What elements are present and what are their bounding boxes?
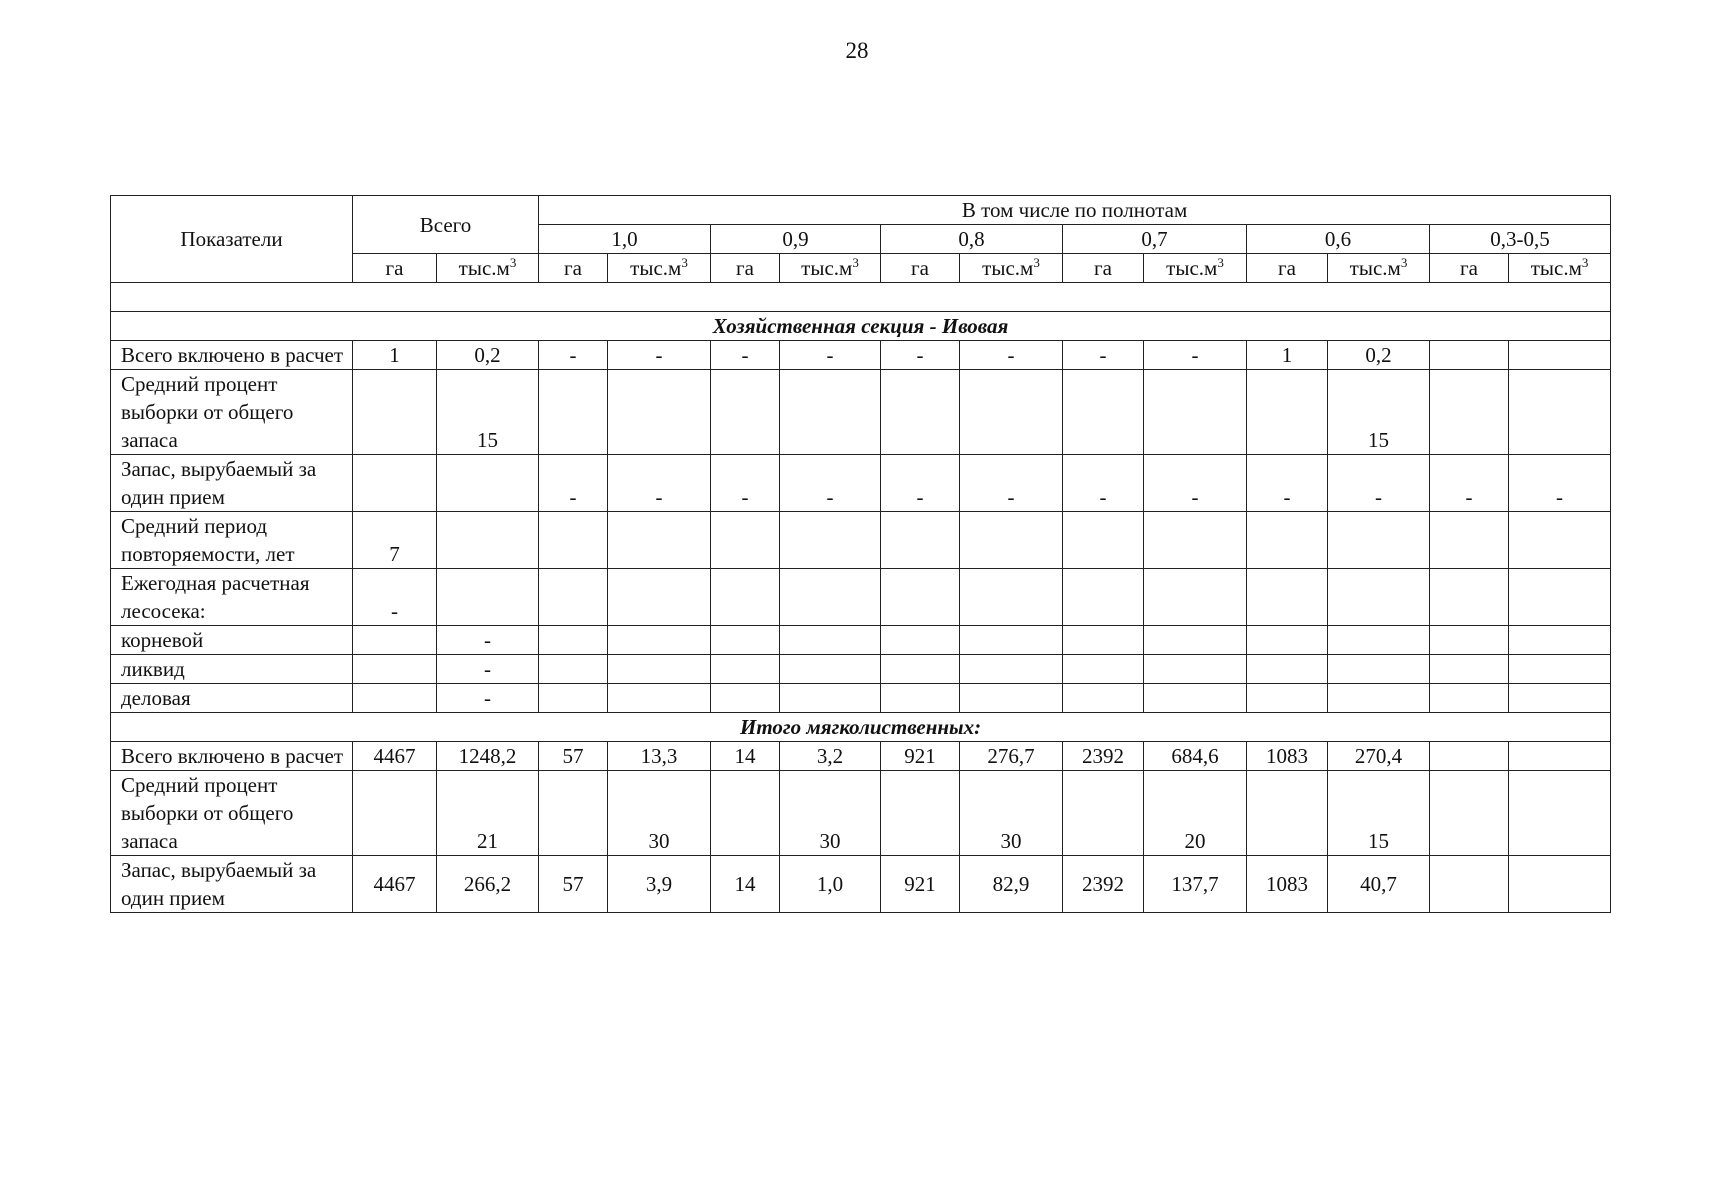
header-unit-volume-exponent: 3 <box>681 255 688 270</box>
table-cell: 0,2 <box>1328 341 1430 370</box>
table-cell: - <box>608 455 711 512</box>
section-title: Хозяйственная секция - Ивовая <box>111 312 1611 341</box>
table-cell: 684,6 <box>1144 742 1247 771</box>
header-unit-ha: га <box>711 254 780 283</box>
table-cell: - <box>608 341 711 370</box>
table-cell: 14 <box>711 742 780 771</box>
table-cell: 20 <box>1144 771 1247 856</box>
header-unit-volume <box>608 254 711 283</box>
table-cell <box>608 512 711 569</box>
table-row <box>111 455 1611 512</box>
table-cell <box>1430 742 1509 771</box>
row-label: Запас, вырубаемый за один прием <box>111 856 353 913</box>
header-indicators: Показатели <box>111 196 353 283</box>
page-number: 28 <box>845 38 869 63</box>
header-unit-volume-base: тыс.м <box>982 256 1034 280</box>
table-cell <box>437 569 539 626</box>
header-unit-volume-base: тыс.м <box>801 256 853 280</box>
forest-calculation-table <box>110 195 1611 913</box>
row-label: Всего включено в расчет <box>111 341 353 370</box>
table-cell <box>1144 569 1247 626</box>
section-heading-row <box>111 713 1611 742</box>
table-cell: - <box>1247 455 1328 512</box>
table-cell <box>711 771 780 856</box>
table-cell <box>353 655 437 684</box>
table-cell <box>960 655 1063 684</box>
table-cell: - <box>1509 455 1611 512</box>
header-unit-volume <box>1144 254 1247 283</box>
table-cell: 270,4 <box>1328 742 1430 771</box>
row-label: корневой <box>111 626 353 655</box>
table-cell: 15 <box>1328 771 1430 856</box>
header-unit-volume-exponent: 3 <box>1217 255 1224 270</box>
table-row <box>111 684 1611 713</box>
table-cell: - <box>881 341 960 370</box>
table-cell: - <box>353 569 437 626</box>
table-cell: 15 <box>437 370 539 455</box>
table-cell <box>1509 341 1611 370</box>
table-cell <box>1509 771 1611 856</box>
table-cell <box>353 684 437 713</box>
table-row <box>111 742 1611 771</box>
table-cell: 4467 <box>353 856 437 913</box>
row-label: деловая <box>111 684 353 713</box>
table-cell <box>881 626 960 655</box>
table-cell: 1 <box>353 341 437 370</box>
table-cell: - <box>437 655 539 684</box>
table-cell <box>608 684 711 713</box>
header-density: 0,9 <box>711 225 881 254</box>
table-cell: 15 <box>1328 370 1430 455</box>
row-label: Средний период повторяемости, лет <box>111 512 353 569</box>
table-cell: 30 <box>608 771 711 856</box>
table-cell <box>960 370 1063 455</box>
table-cell: - <box>1144 341 1247 370</box>
table-cell <box>1328 655 1430 684</box>
table-cell <box>960 512 1063 569</box>
header-unit-volume <box>1328 254 1430 283</box>
table-cell: - <box>960 455 1063 512</box>
table-cell <box>960 626 1063 655</box>
table-cell <box>881 655 960 684</box>
table-cell: 921 <box>881 742 960 771</box>
table-row <box>111 856 1611 913</box>
table-cell <box>1144 370 1247 455</box>
header-density: 1,0 <box>539 225 711 254</box>
table-cell <box>353 370 437 455</box>
section-heading-row <box>111 312 1611 341</box>
table-cell: 2392 <box>1063 742 1144 771</box>
table-cell: 1083 <box>1247 742 1328 771</box>
table-cell <box>1509 512 1611 569</box>
table-cell <box>437 512 539 569</box>
header-unit-volume <box>780 254 881 283</box>
table-cell: 40,7 <box>1328 856 1430 913</box>
table-cell <box>1509 684 1611 713</box>
table-cell <box>1328 569 1430 626</box>
table-row <box>111 655 1611 684</box>
table-cell: 921 <box>881 856 960 913</box>
table-cell: 266,2 <box>437 856 539 913</box>
table-cell: 57 <box>539 856 608 913</box>
table-cell: 21 <box>437 771 539 856</box>
table-cell <box>711 370 780 455</box>
table-cell <box>1247 370 1328 455</box>
table-cell <box>353 771 437 856</box>
header-density: 0,8 <box>881 225 1063 254</box>
table-cell <box>1430 684 1509 713</box>
header-density: 0,7 <box>1063 225 1247 254</box>
table-cell: - <box>437 684 539 713</box>
header-unit-ha: га <box>353 254 437 283</box>
table-cell <box>1063 569 1144 626</box>
table-cell: 137,7 <box>1144 856 1247 913</box>
table-cell: - <box>881 455 960 512</box>
table-cell <box>711 512 780 569</box>
table-cell <box>539 771 608 856</box>
table-cell <box>1247 684 1328 713</box>
table-cell: 276,7 <box>960 742 1063 771</box>
table-cell <box>539 684 608 713</box>
table-cell: 1083 <box>1247 856 1328 913</box>
table-cell <box>780 512 881 569</box>
table-cell <box>960 569 1063 626</box>
header-unit-volume <box>960 254 1063 283</box>
table-cell <box>1509 626 1611 655</box>
table-cell <box>780 684 881 713</box>
table-cell <box>711 684 780 713</box>
table-cell: 4467 <box>353 742 437 771</box>
table-cell <box>1144 512 1247 569</box>
table-cell <box>539 626 608 655</box>
table-cell <box>539 512 608 569</box>
table-cell <box>1063 626 1144 655</box>
table-cell <box>881 771 960 856</box>
table-cell <box>1430 512 1509 569</box>
table-cell <box>1063 655 1144 684</box>
table-cell: - <box>437 626 539 655</box>
table-cell <box>1063 684 1144 713</box>
header-unit-volume-base: тыс.м <box>630 256 682 280</box>
table-row <box>111 370 1611 455</box>
blank-row <box>111 283 1611 312</box>
table-cell: - <box>1144 455 1247 512</box>
table-cell <box>1063 370 1144 455</box>
header-including-by-density: В том числе по полнотам <box>539 196 1611 225</box>
table-cell: 2392 <box>1063 856 1144 913</box>
table-cell <box>780 370 881 455</box>
header-unit-volume-base: тыс.м <box>458 256 510 280</box>
table-cell <box>1430 771 1509 856</box>
header-unit-volume-base: тыс.м <box>1166 256 1218 280</box>
table-cell: 3,2 <box>780 742 881 771</box>
table-cell <box>1509 370 1611 455</box>
header-unit-ha: га <box>1430 254 1509 283</box>
table-cell <box>1247 569 1328 626</box>
table-cell <box>1144 655 1247 684</box>
table-cell <box>1430 370 1509 455</box>
table-cell <box>608 655 711 684</box>
table-cell <box>960 684 1063 713</box>
table-cell: 82,9 <box>960 856 1063 913</box>
table-cell <box>539 370 608 455</box>
table-cell: - <box>1063 341 1144 370</box>
table-cell <box>1247 771 1328 856</box>
table-cell <box>1430 626 1509 655</box>
table-cell: - <box>711 455 780 512</box>
header-unit-volume-exponent: 3 <box>1400 255 1408 270</box>
table-cell <box>353 455 437 512</box>
table-row <box>111 771 1611 856</box>
table-cell <box>1144 626 1247 655</box>
table-cell <box>1247 512 1328 569</box>
table-cell: - <box>539 341 608 370</box>
table-cell <box>1430 341 1509 370</box>
row-label: Ежегодная расчетная лесосека: <box>111 569 353 626</box>
table-cell <box>1063 512 1144 569</box>
table-cell <box>1430 569 1509 626</box>
table-cell: 30 <box>960 771 1063 856</box>
table-cell <box>881 684 960 713</box>
table-cell: - <box>711 341 780 370</box>
table-cell <box>539 655 608 684</box>
table-cell: 57 <box>539 742 608 771</box>
table-cell <box>780 569 881 626</box>
header-unit-volume <box>437 254 539 283</box>
table-cell <box>437 455 539 512</box>
header-unit-ha: га <box>539 254 608 283</box>
header-unit-volume-base: тыс.м <box>1349 256 1401 280</box>
table-cell: - <box>1063 455 1144 512</box>
table-cell <box>881 569 960 626</box>
table-row <box>111 626 1611 655</box>
table-cell <box>1328 512 1430 569</box>
table-cell <box>711 569 780 626</box>
table-cell <box>780 655 881 684</box>
table-cell <box>608 370 711 455</box>
table-cell: - <box>780 341 881 370</box>
table-cell: - <box>539 455 608 512</box>
row-label: Средний процент выборки от общего запаса <box>111 370 353 455</box>
table-cell: 13,3 <box>608 742 711 771</box>
header-unit-volume-exponent: 3 <box>1033 255 1040 270</box>
blank-cell <box>111 283 1611 312</box>
table-cell <box>1430 655 1509 684</box>
table-cell <box>1509 856 1611 913</box>
table-cell: 3,9 <box>608 856 711 913</box>
table-cell: - <box>960 341 1063 370</box>
table-cell <box>711 655 780 684</box>
header-total: Всего <box>353 196 539 254</box>
table-cell <box>780 626 881 655</box>
table-cell: 7 <box>353 512 437 569</box>
header-density: 0,3-0,5 <box>1430 225 1611 254</box>
table-cell: 1 <box>1247 341 1328 370</box>
table-cell <box>881 370 960 455</box>
table-cell <box>1509 569 1611 626</box>
table-cell <box>1509 655 1611 684</box>
header-unit-volume-exponent: 3 <box>852 255 859 270</box>
table-row <box>111 569 1611 626</box>
table-cell: - <box>1328 455 1430 512</box>
table-cell: 14 <box>711 856 780 913</box>
table-cell <box>353 626 437 655</box>
header-row-1 <box>111 196 1611 225</box>
header-unit-volume-exponent: 3 <box>509 255 517 270</box>
table-cell: 0,2 <box>437 341 539 370</box>
table-cell <box>608 626 711 655</box>
table-cell <box>1247 626 1328 655</box>
header-unit-ha: га <box>1247 254 1328 283</box>
header-unit-volume <box>1509 254 1611 283</box>
table-cell <box>1430 856 1509 913</box>
table-cell: 30 <box>780 771 881 856</box>
table-cell <box>1063 771 1144 856</box>
row-label: Всего включено в расчет <box>111 742 353 771</box>
header-unit-ha: га <box>1063 254 1144 283</box>
table-cell <box>539 569 608 626</box>
table-cell: 1,0 <box>780 856 881 913</box>
table-cell: - <box>780 455 881 512</box>
table-cell <box>711 626 780 655</box>
header-density: 0,6 <box>1247 225 1430 254</box>
table-cell: - <box>1430 455 1509 512</box>
header-unit-ha: га <box>881 254 960 283</box>
table-cell <box>1509 742 1611 771</box>
row-label: ликвид <box>111 655 353 684</box>
table-cell <box>1328 684 1430 713</box>
row-label: Запас, вырубаемый за один прием <box>111 455 353 512</box>
table-cell <box>1144 684 1247 713</box>
table-row <box>111 341 1611 370</box>
table-cell: 1248,2 <box>437 742 539 771</box>
section-title: Итого мягколиственных: <box>111 713 1611 742</box>
header-unit-volume-base: тыс.м <box>1530 256 1582 280</box>
header-unit-volume-exponent: 3 <box>1581 255 1589 270</box>
table-cell <box>881 512 960 569</box>
table-cell <box>1247 655 1328 684</box>
table-row <box>111 512 1611 569</box>
table-cell <box>608 569 711 626</box>
table-cell <box>1328 626 1430 655</box>
row-label: Средний процент выборки от общего запаса <box>111 771 353 856</box>
